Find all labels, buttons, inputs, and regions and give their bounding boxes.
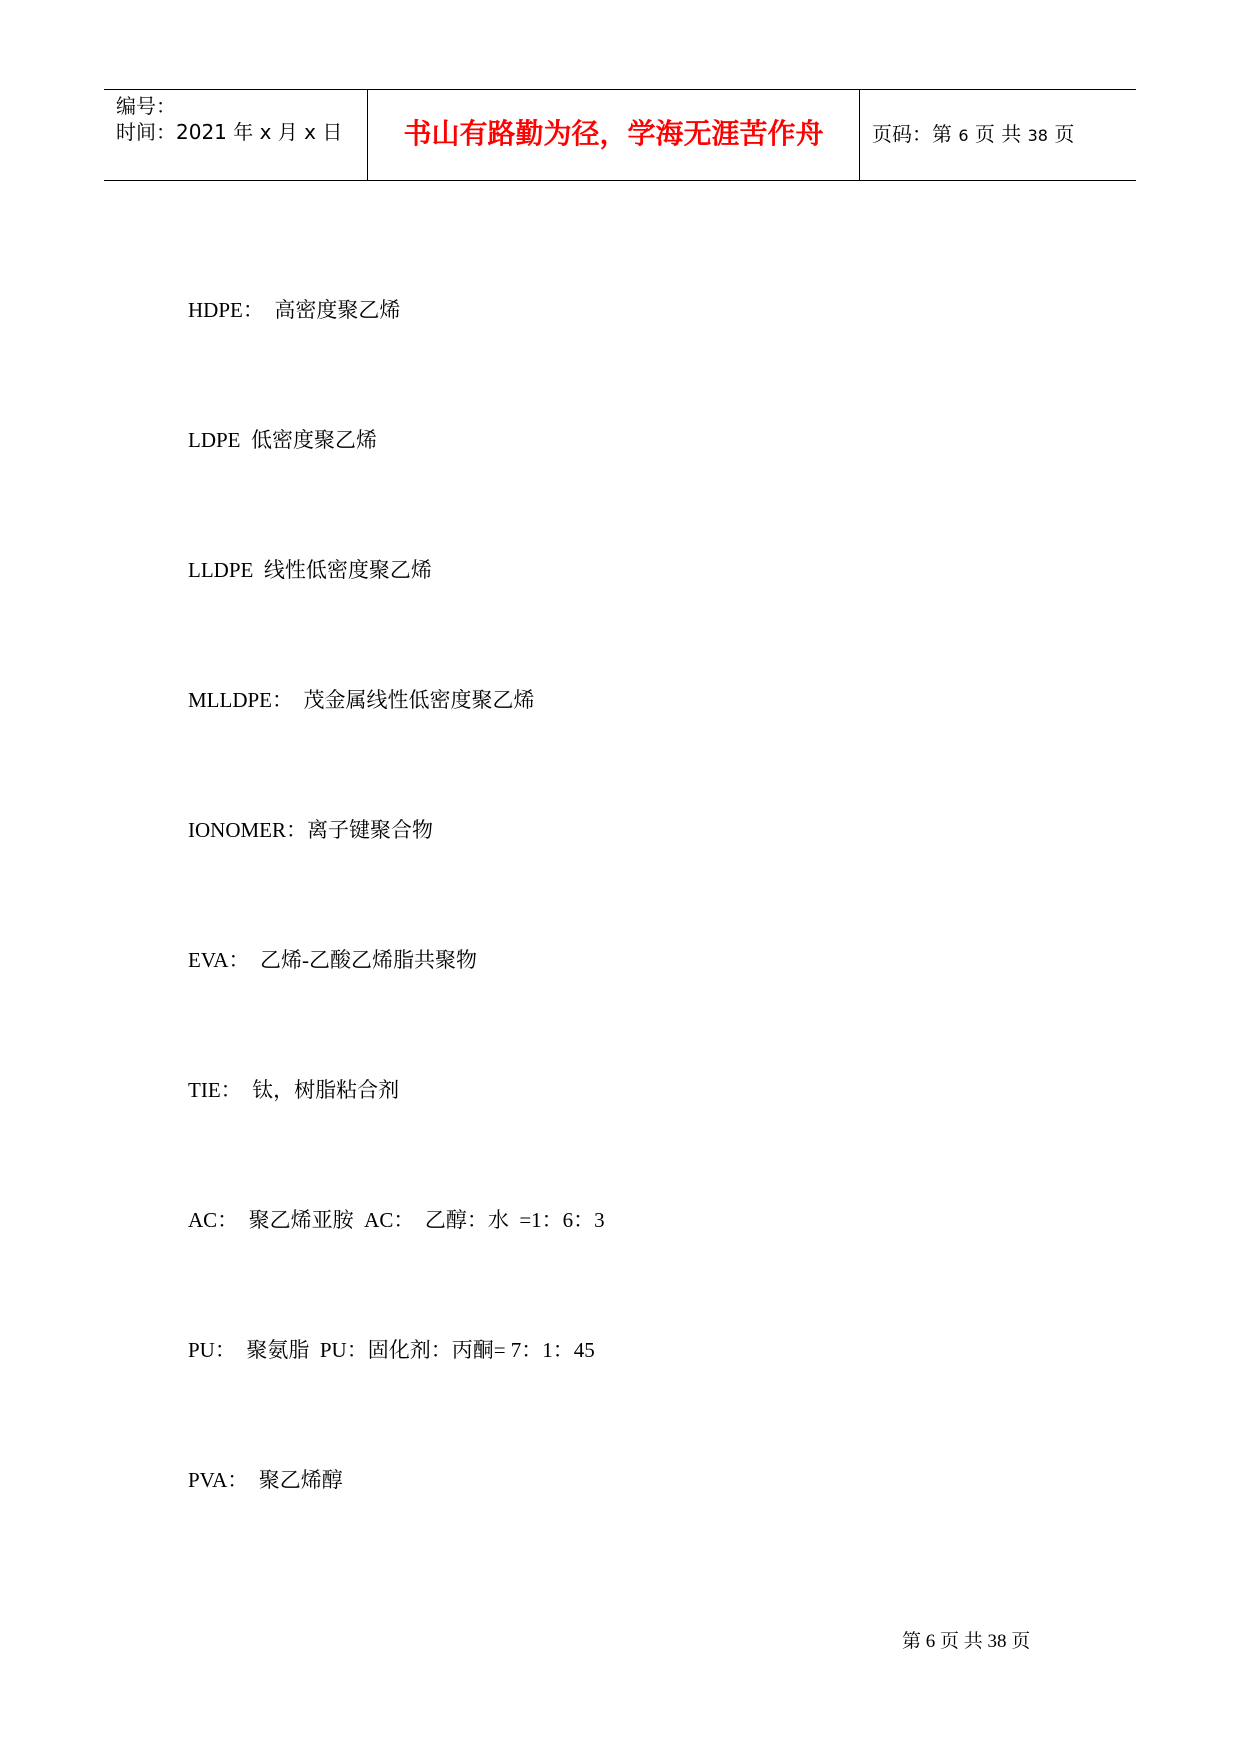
serial-number-label: 编号： — [116, 94, 176, 118]
glossary-entry-ldpe: LDPE 低密度聚乙烯 — [188, 428, 377, 452]
page-current: 6 — [958, 126, 969, 145]
header-meta-cell — [104, 90, 368, 180]
glossary-entry-mlldpe: MLLDPE： 茂金属线性低密度聚乙烯 — [188, 688, 535, 712]
header-page-cell — [860, 90, 1136, 180]
motto: 书山有路勤为径，学海无涯苦作舟 — [403, 117, 824, 150]
glossary-entry-pu: PU： 聚氨脂 PU：固化剂：丙酮= 7：1：45 — [188, 1338, 595, 1362]
page-header — [104, 89, 1136, 181]
page-total: 38 — [1027, 126, 1048, 145]
page-footer: 第 6 页 共 38 页 — [902, 1631, 1031, 1652]
page-middle: 页 共 — [968, 122, 1028, 146]
glossary-entry-lldpe: LLDPE 线性低密度聚乙烯 — [188, 558, 432, 582]
glossary-entry-ionomer: IONOMER：离子键聚合物 — [188, 818, 433, 842]
glossary-entry-hdpe: HDPE： 高密度聚乙烯 — [188, 298, 401, 322]
glossary-entry-ac: AC： 聚乙烯亚胺 AC： 乙醇：水 =1：6：3 — [188, 1208, 605, 1232]
glossary-entry-tie: TIE： 钛，树脂粘合剂 — [188, 1078, 400, 1102]
header-motto-cell — [368, 90, 860, 180]
page-prefix: 页码：第 — [872, 122, 959, 146]
page-suffix: 页 — [1047, 122, 1075, 146]
header-page-info — [872, 122, 1074, 148]
date-label: 时间：2021 年 x 月 x 日 — [116, 120, 343, 144]
glossary-entry-eva: EVA： 乙烯-乙酸乙烯脂共聚物 — [188, 948, 477, 972]
glossary-entry-pva: PVA： 聚乙烯醇 — [188, 1468, 343, 1492]
